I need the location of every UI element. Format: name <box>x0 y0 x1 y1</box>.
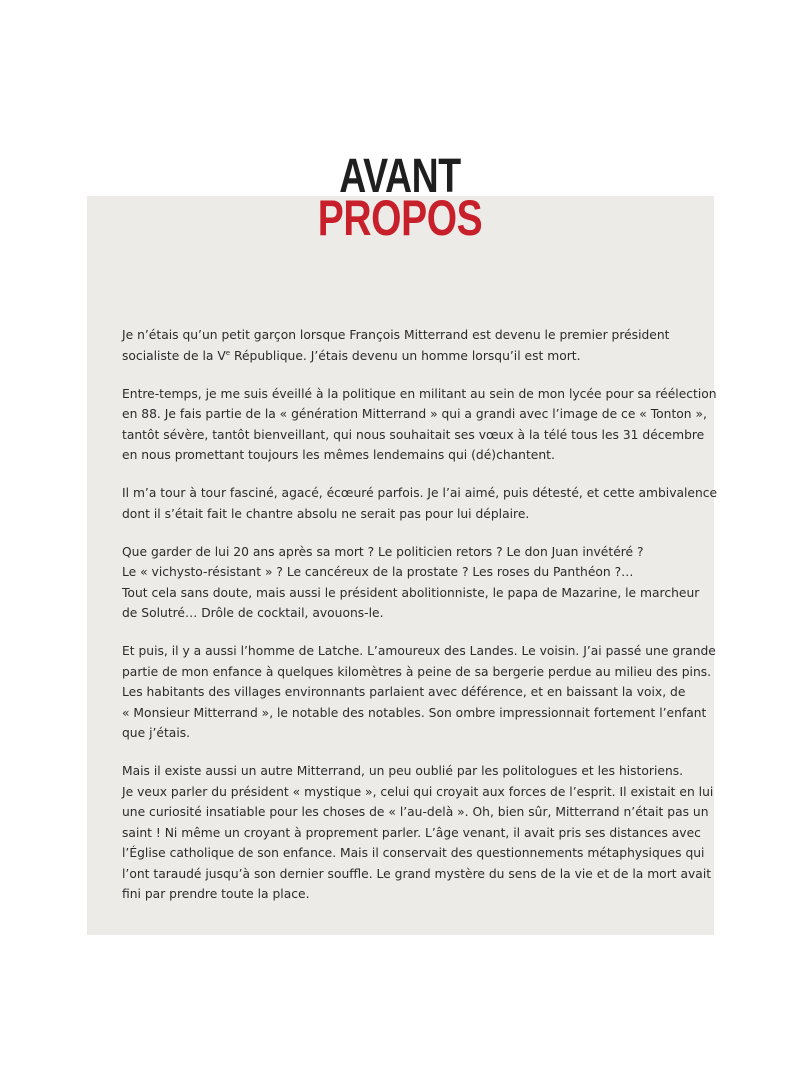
superscript-e: e <box>225 348 231 357</box>
paragraph-line: de Solutré… Drôle de cocktail, avouons-le. <box>122 606 384 620</box>
paragraph-line: Je veux parler du président « mystique », celui qui croyait aux forces de l’esprit. Il existait en lui <box>122 784 714 799</box>
paragraph-line: fini par prendre toute la place. <box>122 887 310 901</box>
paragraph-line: socialiste de la Ve République. J’étais devenu un homme lorsqu’il est mort. <box>122 348 581 363</box>
paragraph-line: Le « vichysto-résistant » ? Le cancéreux de la prostate ? Les roses du Panthéon ?… <box>122 565 634 579</box>
paragraph-line: « Monsieur Mitterrand », le notable des notables. Son ombre impressionnait fortement l’enfant <box>122 705 707 720</box>
paragraph-6 <box>122 761 714 905</box>
paragraph-line: une curiosité insatiable pour les choses de « l’au-delà ». Oh, bien sûr, Mitterrand n’était pas un <box>122 805 709 819</box>
paragraph-line: que j’étais. <box>122 726 191 740</box>
paragraph-line: l’ont taraudé jusqu’à son dernier souffle. Le grand mystère du sens de la vie et de la mort avait <box>122 866 712 881</box>
paragraph-line: tantôt sévère, tantôt bienveillant, qui nous souhaitait ses vœux à la télé tous les 31 décembre <box>122 427 705 442</box>
paragraph-line: Il m’a tour à tour fasciné, agacé, écœuré parfois. Je l’ai aimé, puis détesté, et cette ambivalence <box>122 486 718 500</box>
paragraph-line: partie de mon enfance à quelques kilomètres à peine de sa bergerie perdue au milieu des pins. <box>122 664 712 679</box>
paragraph-line: Les habitants des villages environnants parlaient avec déférence, et en baissant la voix, de <box>122 685 686 699</box>
title-propos: PROPOS <box>317 190 483 246</box>
paragraph-2 <box>122 384 717 466</box>
paragraph-line: en nous promettant toujours les mêmes lendemains qui (dé)chantent. <box>122 448 555 462</box>
paragraph-line: Que garder de lui 20 ans après sa mort ? Le politicien retors ? Le don Juan invétéré ? <box>122 544 644 559</box>
paragraph-4 <box>122 542 700 624</box>
paragraph-line: l’Église catholique de son enfance. Mais il conservait des questionnements métaphysiques qui <box>122 846 705 860</box>
paragraph-line: dont il s’était fait le chantre absolu ne serait pas pour lui déplaire. <box>122 506 530 521</box>
paragraph-line: saint ! Ni même un croyant à proprement parler. L’âge venant, il avait pris ses distances avec <box>122 825 701 840</box>
paragraph-line: Tout cela sans doute, mais aussi le président abolitionniste, le papa de Mazarine, le marcheur <box>122 585 700 600</box>
paragraph-line: Je n’étais qu’un petit garçon lorsque François Mitterrand est devenu le premier président <box>122 328 670 342</box>
body-text <box>122 325 718 922</box>
paragraph-line: Et puis, il y a aussi l’homme de Latche. L’amoureux des Landes. Le voisin. J’ai passé une grande <box>122 644 716 658</box>
paragraph-3 <box>122 483 718 524</box>
paragraph-line: Entre-temps, je me suis éveillé à la politique en militant au sein de mon lycée pour sa réélection <box>122 386 717 401</box>
paragraph-5 <box>122 641 716 744</box>
paragraph-1 <box>122 325 682 366</box>
paragraph-line: en 88. Je fais partie de la « génération Mitterrand » qui a grandi avec l’image de ce « Tonton », <box>122 407 707 421</box>
title-avant: AVANT <box>339 150 461 203</box>
paragraph-line: Mais il existe aussi un autre Mitterrand, un peu oublié par les politologues et les historiens. <box>122 764 684 778</box>
